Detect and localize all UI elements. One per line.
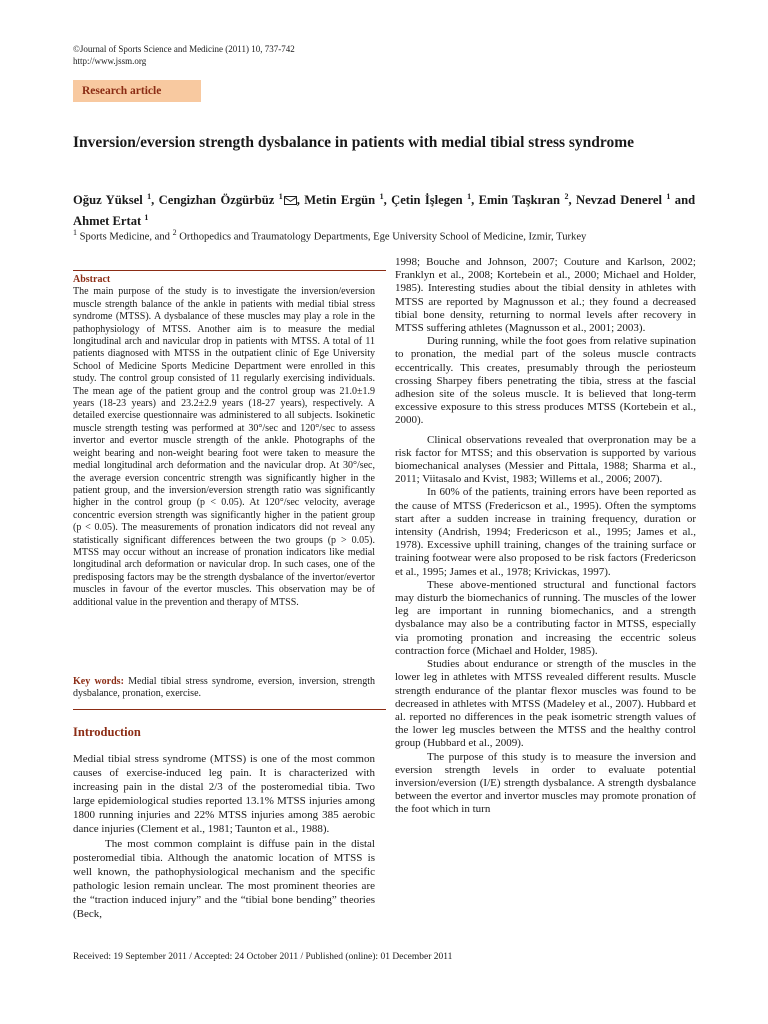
received-dates-footer: Received: 19 September 2011 / Accepted: 24 October 2011 / Published (online): 01 December 2011 <box>73 952 453 962</box>
paragraph: Clinical observations revealed that overpronation may be a risk factor for MTSS; and this observation is supported by various biomechanical analyses (Messier and Pittala, 1988; Sharma et al., 2011; Viitasalo and Kvist, 1983; Willems et al., 2006; 2007). <box>395 433 696 486</box>
author-name: Cengizhan Özgürbüz <box>158 193 275 208</box>
author-name: Emin Taşkıran <box>478 193 561 208</box>
affiliation-text: Orthopedics and Traumatology Departments, Ege University School of Medicine, Izmir, Turkey <box>176 231 587 243</box>
author-affiliation-mark: 1 <box>379 192 384 201</box>
paragraph: In 60% of the patients, training errors have been reported as the cause of MTSS (Fredericson et al., 1995). Often the symptoms start after a sudden increase in training frequency, duration or intensity (Andrish, 1994; Fredericson et al., 1995; James et al., 1978). Excessive uphill training, changes of the training surface or training footwear were also proposed to be risk factors (Fredericson et al., 1995; James et al., 1978; Krivickas, 1997). <box>395 486 696 578</box>
email-icon[interactable] <box>284 196 297 205</box>
abstract-text: The main purpose of the study is to investigate the inversion/eversion muscle strength balance of the ankle in patients with medial tibial stress syndrome (MTSS). A dysbalance of these muscles may play a role in the pathophysiology of MTSS. Another aim is to measure the medial longitudinal arch and navicular drop in patients with MTSS. A total of 11 patients diagnosed with MTSS in the outpatient clinic of Ege University School of Medicine Sports Medicine Department were enrolled in this study. The control group consisted of 11 regularly exercising individuals. The mean age of the patient group and the control group was 21.0±1.9 years (18-23 years) and 23.2±2.9 years (18-27 years), respectively. A detailed exercise questionnaire was administered to all subjects. Isokinetic muscle strength testing was performed at 30°/sec and 120°/sec to assess invertor and evertor muscle strength of the ankle. Photographs of the weight bearing and non-weight bearing foot were taken to measure the medial longitudinal arch deformation and the navicular drop. At 30°/sec, the average eversion concentric strength was significantly higher in the patient group, and the inversion/eversion strength ratio was significantly higher in the control group (p < 0.05). At 120°/sec velocity, average concentric eversion strength was significantly higher in the patient group (p < 0.05). The measurements of pronation indicators did not reveal any statistically significant differences between the two groups (p > 0.05). MTSS may occur without an increase of pronation indicators like medial longitudinal arch deformation or navicular drop. In such cases, one of the predisposing factors may be the strength dysbalance of the invertor/evertor muscles in favour of the evertor muscles. This observation may be of additional value in the prevention and therapy of MTSS. <box>73 286 375 608</box>
affiliation-text: Sports Medicine, and <box>77 231 173 243</box>
right-column-body <box>395 256 696 817</box>
affiliations <box>73 226 701 245</box>
paragraph: These above-mentioned structural and functional factors may disturb the biomechanics of running. The muscles of the lower leg are important in running biomechanics, and a strength dysbalance may also be a contributing factor in MTSS, especially via promoting pronation and increasing the eccentric soleus contraction force (Michael and Holder, 1985). <box>395 578 696 657</box>
affiliation-mark: 1 <box>73 228 77 237</box>
and-word: and <box>674 193 696 208</box>
keywords <box>73 676 375 701</box>
author-affiliation-mark: 2 <box>564 192 569 201</box>
author-affiliation-mark: 1 <box>147 192 152 201</box>
keywords-label: Key words: <box>73 676 124 687</box>
author-list: Oğuz Yüksel $^1$, Cengizhan Özgürbüz $^1$ , Metin Ergün $^1$, Çetin İşlegen $^1$, Emin Taşkıran $^2$, Nevzad Denerel $^1$ and Ahmet Ertat $^1$ <box>73 192 696 229</box>
author-affiliation-mark: 1 <box>666 192 671 201</box>
paragraph: During running, while the foot goes from relative supination to pronation, the medial part of the soleus muscle contracts eccentrically. This creates, presumably through the periosteum crossing Sharpey fibers penetrating the tibia, stress at the fascial adhesion site of the soleus muscle. It is believed that long-term excessive exposure to this stress produces MTSS (Kortebein et al., 2000). <box>395 335 696 427</box>
paragraph: 1998; Bouche and Johnson, 2007; Couture and Karlson, 2002; Franklyn et al., 2008; Kortebein et al., 2000; Michael and Holder, 1985). Interesting studies about the tibial density in athletes with MTSS are reported by Magnusson et al.; they found a decreased tibial bone density, returning to normal levels after recovery in MTSS suffering athletes (Magnusson et al., 2001; 2003). <box>395 256 696 335</box>
abstract-heading: Abstract <box>73 274 111 285</box>
article-type-badge: Research article <box>73 80 201 102</box>
author-name: Nevzad Denerel <box>575 193 662 208</box>
paragraph: The purpose of this study is to measure the inversion and eversion strength levels in order to evaluate potential inversion/eversion (I/E) strength dysbalance. A strength dysbalance between the evertor and invertor muscles may promote pronation of the foot which in turn <box>395 750 696 816</box>
introduction-heading: Introduction <box>73 725 141 739</box>
paragraph: Medial tibial stress syndrome (MTSS) is one of the most common causes of exercise-induced leg pain. It is characterized with increasing pain in the distal 2/3 of the posteromedial tibia. Two large epidemiological studies reported 13.1% MTSS injuries among 1800 running injuries and 22% MTSS injuries among 385 aerobic dance injuries (Clement et al., 1981; Taunton et al., 1988). <box>73 753 375 836</box>
keywords-bottom-rule <box>73 709 386 710</box>
author-name: Ahmet Ertat <box>73 214 142 229</box>
paragraph: The most common complaint is diffuse pain in the distal posteromedial tibia. Although the anatomic location of MTSS is well known, the pathophysiological mechanism and the specific pathologic lesion remain unclear. The most prominent theories are the “traction induced injury” and the “tibial bone bending” theories (Beck, <box>73 837 375 921</box>
left-column-body <box>73 752 375 921</box>
affiliation-mark: 2 <box>172 228 177 237</box>
abstract <box>73 274 375 609</box>
author-affiliation-mark: 1 <box>467 192 472 201</box>
paragraph: Studies about endurance or strength of the muscles in the lower leg in athletes with MTSS revealed different results. Muscle strength endurance of the plantar flexor muscles was found to be decreased in athletes with MTSS (Madeley et al., 2007). Hubbard et al. reported no differences in the peak isometric strength values of the lower leg muscles between the MTSS and the healthy control group (Hubbard et al., 2009). <box>395 658 696 750</box>
author-affiliation-mark: 1 <box>278 192 283 201</box>
keywords-text: Medial tibial stress syndrome, eversion, inversion, strength dysbalance, pronation, exercise. <box>73 676 375 700</box>
abstract-top-rule <box>73 270 386 271</box>
journal-line: ©Journal of Sports Science and Medicine (2011) 10, 737-742 <box>73 44 295 54</box>
journal-url[interactable]: http://www.jssm.org <box>73 56 147 66</box>
paper-title: Inversion/eversion strength dysbalance in patients with medial tibial stress syndrome <box>73 134 635 151</box>
author-affiliation-mark: 1 <box>144 213 149 223</box>
author-name: Oğuz Yüksel <box>73 193 143 208</box>
author-name: Çetin İşlegen <box>391 193 463 208</box>
author-name: Metin Ergün <box>304 193 376 208</box>
journal-citation <box>73 43 295 67</box>
